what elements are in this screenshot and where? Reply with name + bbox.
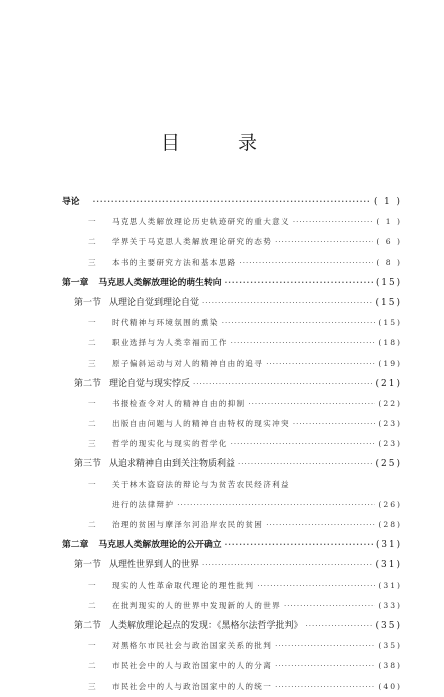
toc-entry-item	[62, 313, 402, 333]
leader-dots	[202, 293, 372, 313]
toc-entry-heading	[88, 414, 290, 434]
toc-entry-section	[62, 454, 402, 474]
toc-entry-heading	[88, 333, 228, 353]
toc-entry-heading	[88, 515, 263, 535]
entry-title: 人类解放理论起点的发现：《黑格尔法哲学批判》	[109, 620, 303, 631]
toc-entry-heading	[74, 293, 199, 313]
toc-entry-heading	[88, 596, 281, 616]
leader-dots	[257, 576, 375, 596]
leader-dots	[231, 434, 376, 454]
leader-dots	[275, 677, 375, 697]
leader-dots	[202, 555, 372, 575]
toc-entry-section	[62, 374, 402, 394]
toc-entry-item	[62, 354, 402, 374]
toc-entry-item	[62, 515, 402, 535]
leader-dots	[293, 212, 374, 232]
entry-title: 进行的法律辩护	[112, 499, 175, 509]
leader-dots	[238, 454, 372, 474]
entry-title: 职业选择与为人类幸福而工作	[112, 338, 228, 348]
toc-entry-item	[62, 656, 402, 676]
entry-title: 学界关于马克思人类解放理论研究的态势	[112, 237, 273, 247]
item-number: 二	[88, 661, 96, 671]
toc-entry-heading	[88, 656, 272, 676]
toc-entry-item	[62, 576, 402, 596]
entry-title: 马克思人类解放理论历史轨迹研究的重大意义	[112, 217, 290, 227]
toc-entry-heading	[88, 636, 272, 656]
section-label: 第一节	[74, 560, 102, 571]
toc-entry-chapter	[62, 535, 402, 555]
entry-title: 从理性世界到人的世界	[109, 560, 200, 571]
toc-entry-heading	[112, 495, 174, 515]
page-number: (19)	[378, 358, 402, 368]
section-label: 第一节	[74, 297, 102, 308]
leader-dots	[266, 354, 375, 374]
toc-entry-item	[62, 253, 402, 273]
entry-title: 马克思人类解放理论的公开确立	[98, 540, 222, 551]
page-number: (15)	[375, 297, 402, 308]
toc-entry-heading	[88, 576, 254, 596]
entry-title: 马克思人类解放理论的萌生转向	[98, 277, 222, 288]
entry-title: 关于林木盗窃法的辩论与为贫苦农民经济利益	[112, 479, 290, 489]
leader-dots	[284, 596, 375, 616]
page-number: ( 1 )	[373, 197, 402, 207]
page-number: (35)	[378, 641, 402, 651]
toc-entry-item	[62, 333, 402, 353]
toc-entry-item	[62, 434, 402, 454]
entry-title: 原子偏斜运动与对人的精神自由的追寻	[112, 358, 264, 368]
leader-dots	[248, 394, 375, 414]
entry-title: 从理论自觉到理论自觉	[109, 297, 200, 308]
item-number: 三	[88, 681, 96, 691]
entry-title: 本书的主要研究方法和基本思路	[112, 257, 237, 267]
leader-dots	[222, 313, 376, 333]
toc-entry-heading	[88, 313, 219, 333]
toc-entry-section	[62, 555, 402, 575]
page-number: (15)	[375, 277, 402, 288]
item-number: 一	[88, 479, 96, 489]
item-number: 一	[88, 580, 96, 590]
page-number: ( 8 )	[376, 257, 402, 267]
entry-title: 出版自由问题与人的精神自由特权的现实冲突	[112, 419, 290, 429]
item-number: 三	[88, 439, 96, 449]
item-number: 一	[88, 398, 96, 408]
leader-dots	[225, 273, 373, 293]
page-number: (23)	[378, 439, 402, 449]
item-number: 二	[88, 600, 96, 610]
toc-entry-heading	[88, 394, 245, 414]
toc-entry-item	[62, 677, 402, 697]
entry-title: 治理的贫困与摩泽尔河沿岸农民的贫困	[112, 520, 264, 529]
page-number: (38)	[378, 661, 402, 671]
page-number: (31)	[375, 560, 402, 571]
toc-entry-heading	[88, 354, 263, 374]
entry-title: 现实的人性革命取代理论的理性批判	[112, 580, 255, 590]
leader-dots	[306, 616, 373, 636]
toc-entry-heading	[74, 616, 303, 636]
entry-title: 理论自觉与现实悖反	[109, 378, 191, 389]
item-number: 二	[88, 419, 96, 429]
section-label: 第二节	[74, 378, 102, 389]
section-label: 第三节	[74, 459, 102, 470]
chapter-label: 第一章	[62, 277, 89, 288]
entry-title: 哲学的现实化与现实的哲学化	[112, 439, 228, 449]
toc-entry-item	[62, 475, 402, 495]
toc-entry-heading	[88, 434, 228, 454]
leader-dots	[240, 253, 374, 273]
item-number: 三	[88, 358, 96, 368]
page-number: (23)	[378, 419, 402, 429]
entry-title: 书报检查令对人的精神自由的抑制	[112, 398, 246, 408]
toc-entry-heading	[62, 273, 222, 293]
entry-title: 从追求精神自由到关注物质利益	[109, 459, 236, 470]
toc-entry-section	[62, 293, 402, 313]
section-label: 第二节	[74, 620, 102, 631]
toc-entry-heading	[88, 253, 237, 273]
page-number: (26)	[378, 499, 402, 509]
entry-title: 在批判现实的人的世界中发现新的人的世界	[112, 600, 281, 610]
page-number: (31)	[378, 580, 402, 590]
page-number: (15)	[378, 318, 402, 328]
toc-entry-item	[62, 414, 402, 434]
chapter-label: 第二章	[62, 540, 89, 551]
toc-entry-heading	[88, 212, 290, 232]
leader-dots	[193, 374, 372, 394]
leader-dots	[275, 656, 375, 676]
chapter-label: 导论	[62, 197, 80, 207]
toc-entry-item	[62, 212, 402, 232]
page-number: (35)	[375, 620, 402, 631]
toc-entry-item	[62, 232, 402, 252]
leader-dots	[225, 535, 373, 555]
toc-entry-chapter	[62, 273, 402, 293]
entry-title: 市民社会中的人与政治国家中的人的分离	[112, 661, 273, 671]
page-number: ( 6 )	[376, 237, 402, 247]
toc-entry-cont	[62, 495, 402, 515]
item-number: 一	[88, 641, 96, 651]
entry-title: 时代精神与环境氛围的熏染	[112, 318, 219, 328]
leader-dots	[293, 414, 376, 434]
toc-entry-heading	[74, 374, 190, 394]
toc-entry-item	[62, 596, 402, 616]
page-number: (40)	[378, 681, 402, 691]
page-number: (22)	[378, 398, 402, 408]
item-number: 二	[88, 338, 96, 348]
leader-dots	[231, 333, 376, 353]
toc-entry-heading	[74, 555, 199, 575]
leader-dots	[275, 636, 375, 656]
page-number: (31)	[375, 540, 402, 551]
page-number: (28)	[378, 520, 402, 529]
toc-entry-heading	[62, 535, 222, 555]
item-number: 一	[88, 318, 96, 328]
toc-entry-item	[62, 636, 402, 656]
leader-dots	[266, 515, 375, 535]
item-number: 三	[88, 257, 96, 267]
toc-entry-heading	[88, 232, 272, 252]
toc-list	[62, 192, 402, 697]
page-number: (25)	[375, 459, 402, 470]
page-number: ( 1 )	[376, 217, 402, 227]
item-number: 一	[88, 217, 96, 227]
toc-entry-heading	[62, 192, 90, 212]
entry-title: 对黑格尔市民社会与政治国家关系的批判	[112, 641, 273, 651]
toc-entry-chapter	[62, 192, 402, 212]
toc-entry-heading	[88, 677, 272, 697]
entry-title: 市民社会中的人与政治国家中的人的统一	[112, 681, 273, 691]
leader-dots	[177, 495, 375, 515]
item-number: 二	[88, 520, 96, 529]
toc-entry-heading	[74, 454, 235, 474]
toc-title: 目 录	[160, 132, 284, 154]
leader-dots	[93, 192, 371, 212]
leader-dots	[275, 232, 373, 252]
toc-entry-section	[62, 616, 402, 636]
page-number: (18)	[378, 338, 402, 348]
toc-entry-item	[62, 394, 402, 414]
toc-entry-heading	[88, 475, 290, 495]
page-number: (21)	[375, 378, 402, 389]
item-number: 二	[88, 237, 96, 247]
page-number: (33)	[378, 600, 402, 610]
